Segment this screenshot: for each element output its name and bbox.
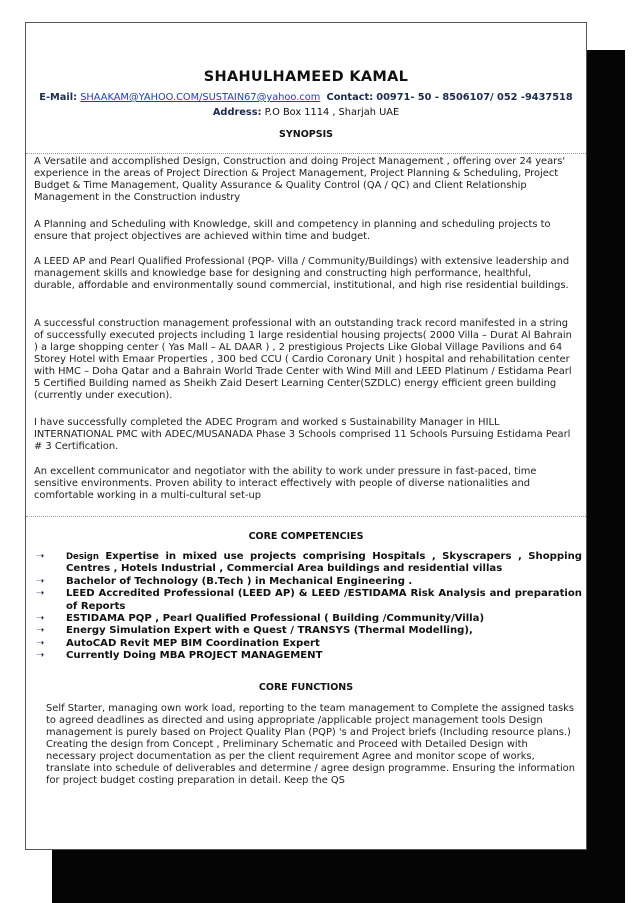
competency-item (34, 613, 582, 625)
competency-text: Currently Doing MBA PROJECT MANAGEMENT (66, 650, 323, 662)
competency-item (34, 588, 582, 613)
synopsis-paragraph-5: I have successfully completed the ADEC Program and worked s Sustainability Manager in HILL INTERNATIONAL PMC with ADEC/MUSANADA Phase 3 Schools comprised 11 Schools Pursuing Estidama Pearl # 3 Certification. (34, 417, 571, 452)
address-value: P.O Box 1114 , Sharjah UAE (264, 107, 400, 118)
synopsis-paragraph-6: An excellent communicator and negotiator with the ability to work under pressure in fast-paced, time sensitive environments. Proven ability to interact effectively with people of diverse nationalities and comfortable working in a multi-cultural set-up (34, 466, 537, 501)
competency-item (34, 551, 582, 576)
competencies-heading: CORE COMPETENCIES (248, 531, 364, 542)
email-link-part-2[interactable]: @yahoo.com (256, 92, 321, 103)
synopsis-paragraph-2: A Planning and Scheduling with Knowledge, skill and competency in planning and scheduling projects to ensure that project objectives are achieved within time and budget. (34, 219, 551, 242)
synopsis-bottom-rule (26, 516, 586, 517)
synopsis-top-rule (26, 153, 586, 154)
address-label: Address: (212, 107, 262, 118)
synopsis-paragraph-4: A successful construction management professional with an outstanding track record manifested in a string of successfully executed projects including 1 large residential housing projects( 2000 Villa – Durat Al Bahrain ) a large shopping center ( Yas Mall – AL DAAR ) , 2 prestigious Projects Like Global Village Pavilions and 64 Storey Hotel with Emaar Properties , 300 bed CCU ( Cardio Coronary Unit ) hospital and rehabilitation center with HMC – Doha Qatar and a Bahrain World Trade Center with Wind Mill and LEED Platinum / Estidama Pearl 5 Certified Building named as Sheikh Zaid Desert Learning Center(SZDLC) energy efficient green building (currently under execution). (34, 318, 572, 401)
synopsis-paragraph-3: A LEED AP and Pearl Qualified Professional (PQP- Villa / Community/Buildings) with extensive leadership and management skills and knowledge base for designing and constructing high performance, healthful, durable, affordable and environmentally sound commercial, institutional, and high rise residential buildings. (34, 256, 570, 291)
email-label: E-Mail: (39, 92, 78, 103)
competency-text: ESTIDAMA PQP , Pearl Qualified Professional ( Building /Community/Villa) (66, 613, 485, 625)
arrow-bullet-icon: ➝ (36, 551, 45, 562)
arrow-bullet-icon: ➝ (36, 637, 45, 649)
arrow-bullet-icon: ➝ (36, 613, 45, 625)
competencies-list (34, 551, 582, 663)
competency-text: Bachelor of Technology (B.Tech ) in Mechanical Engineering . (66, 575, 413, 587)
functions-heading: CORE FUNCTIONS (258, 682, 354, 693)
synopsis-paragraph-1: A Versatile and accomplished Design, Construction and doing Project Management , offering over 24 years' experience in the areas of Project Direction & Project Management, Project Planning & Scheduling, Project Budget & Time Management, Quality Assurance & Quality Control (QA / QC) and Client Relationship Management in the Construction industry (34, 156, 566, 203)
contact-line (26, 92, 586, 103)
competency-text: LEED Accredited Professional (LEED AP) & LEED /ESTIDAMA Risk Analysis and preparation of Reports (66, 588, 582, 612)
competency-item (34, 625, 582, 637)
arrow-bullet-icon: ➝ (36, 625, 45, 637)
competency-item (34, 650, 582, 662)
email-link[interactable] (80, 92, 320, 103)
page-shadow-bottom (52, 850, 625, 903)
competency-item (34, 576, 582, 588)
contact-label: Contact: (326, 92, 374, 103)
competency-text: AutoCAD Revit MEP BIM Coordination Expert (66, 637, 320, 649)
arrow-bullet-icon: ➝ (36, 575, 45, 587)
synopsis-heading: SYNOPSIS (279, 129, 333, 140)
resume-page (25, 22, 587, 850)
competency-text: Energy Simulation Expert with e Quest / TRANSYS (Thermal Modelling), (66, 625, 473, 637)
competency-item (34, 638, 582, 650)
arrow-bullet-icon: ➝ (36, 588, 45, 600)
competency-text: Expertise in mixed use projects comprising Hospitals , Skyscrapers , Shopping Centres , Hotels Industrial , Commercial Area buildings and residential villas (66, 551, 582, 575)
address-line (26, 107, 586, 118)
phone-number: 00971- 50 - 8506107/ 052 -9437518 (376, 92, 573, 103)
competency-lead-word: Design (66, 552, 99, 562)
functions-text: Self Starter, managing own work load, reporting to the team management to Complete the assigned tasks to agreed deadlines as directed and using appropriate /applicable project management tools Design management is purely based on Project Quality Plan (PQP) 's and Project briefs (Including resource plans.) Creating the design from Concept , Preliminary Schematic and Proceed with Detailed Design with necessary project documentation as per the client requirement Agree and monitor scope of works, translate into schedule of deliverables and determine / agree design programme. Ensuring the information for project budget costing preparation in detail. Keep the QS (46, 703, 575, 786)
page-shadow-right (587, 50, 625, 900)
arrow-bullet-icon: ➝ (36, 650, 45, 662)
email-link-part-1[interactable]: SHAAKAM@YAHOO.COM/SUSTAIN67 (80, 92, 257, 103)
candidate-name: SHAHULHAMEED KAMAL (203, 69, 409, 85)
